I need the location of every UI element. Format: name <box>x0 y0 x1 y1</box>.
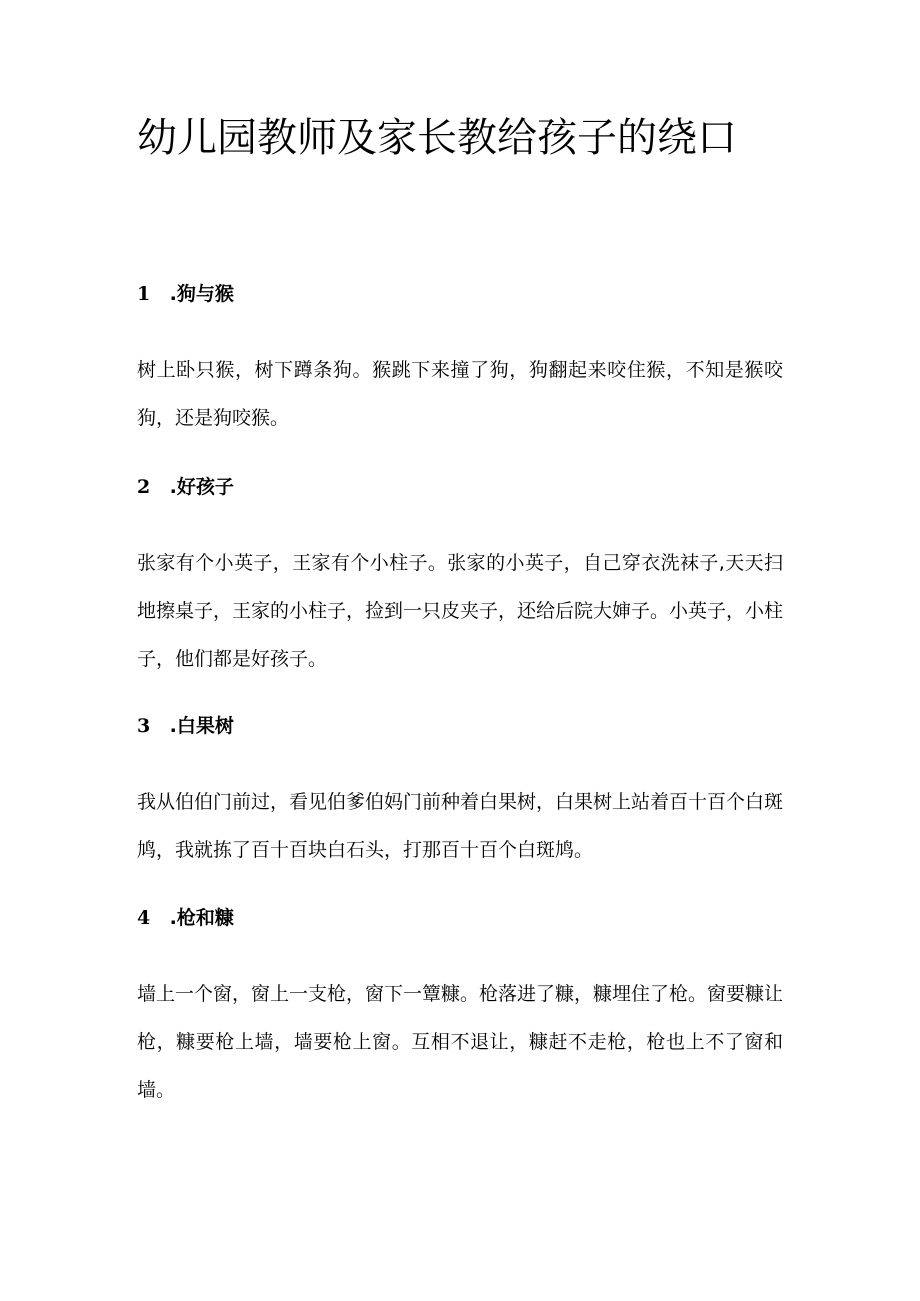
section-body: 树上卧只猴，树下蹲条狗。猴跳下来撞了狗，狗翻起来咬住猴，不知是猴咬狗，还是狗咬猴。 <box>137 359 783 429</box>
section-4 <box>137 905 783 1114</box>
section-number: 4 <box>137 907 151 929</box>
section-title: .好孩子 <box>163 476 234 498</box>
section-3 <box>137 713 783 874</box>
section-title: .枪和糠 <box>163 907 234 929</box>
section-heading <box>137 713 783 739</box>
section-2 <box>137 474 783 683</box>
section-heading <box>137 281 783 307</box>
section-heading <box>137 905 783 931</box>
section-heading <box>137 474 783 500</box>
section-body: 张家有个小英子，王家有个小柱子。张家的小英子，自己穿衣洗袜子,天天扫地擦桌子，王家的小柱子，捡到一只皮夹子，还给后院大婶子。小英子，小柱子，他们都是好孩子。 <box>137 552 784 670</box>
section-title: .白果树 <box>163 715 234 737</box>
section-number: 1 <box>137 283 151 305</box>
section-body: 我从伯伯门前过，看见伯爹伯妈门前种着白果树，白果树上站着百十百个白斑鸠，我就拣了百十百块白石头，打那百十百个白斑鸠。 <box>137 791 784 861</box>
section-number: 3 <box>137 715 151 737</box>
document-title: 幼儿园教师及家长教给孩子的绕口 <box>137 115 737 161</box>
section-1 <box>137 281 783 442</box>
section-number: 2 <box>137 476 151 498</box>
section-title: .狗与猴 <box>163 283 234 305</box>
section-body: 墙上一个窗，窗上一支枪，窗下一簟糠。枪落进了糠，糠埋住了枪。窗要糠让枪，糠要枪上墙，墙要枪上窗。互相不退让，糠赶不走枪，枪也上不了窗和墙。 <box>137 983 784 1101</box>
